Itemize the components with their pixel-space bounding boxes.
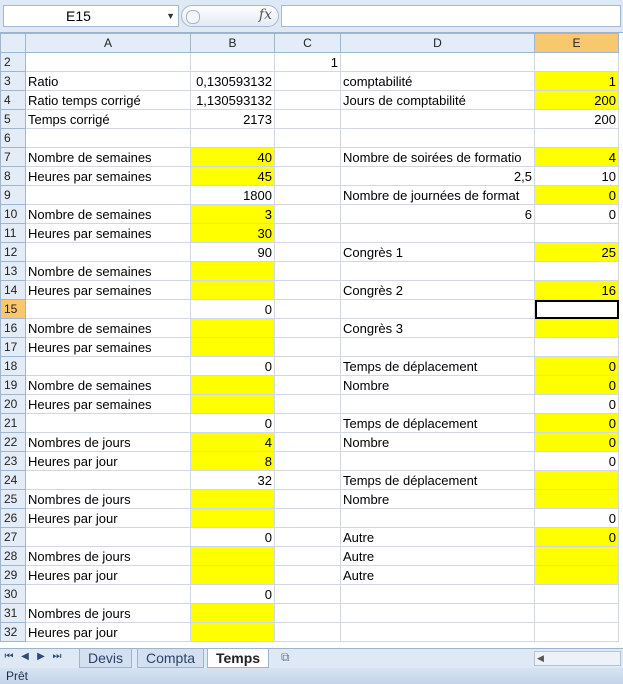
- row-header[interactable]: 5: [1, 110, 26, 129]
- cell-d13[interactable]: [341, 262, 535, 281]
- column-header-b[interactable]: B: [191, 34, 275, 53]
- cell-a5[interactable]: Temps corrigé: [26, 110, 191, 129]
- row-header[interactable]: 10: [1, 205, 26, 224]
- cell-e6[interactable]: [535, 129, 619, 148]
- table-row: [1, 205, 619, 224]
- cell-e24[interactable]: [535, 471, 619, 490]
- cell-b21[interactable]: 0: [191, 414, 275, 433]
- cell-c20[interactable]: [275, 395, 341, 414]
- cell-b32[interactable]: [191, 623, 275, 642]
- cell-c12[interactable]: [275, 243, 341, 262]
- cell-d9[interactable]: Nombre de journées de format: [341, 186, 535, 205]
- cell-a2[interactable]: [26, 53, 191, 72]
- cell-a29[interactable]: Heures par jour: [26, 566, 191, 585]
- row-header[interactable]: 2: [1, 53, 26, 72]
- last-sheet-icon[interactable]: ⏭: [52, 651, 62, 662]
- row-header[interactable]: 14: [1, 281, 26, 300]
- column-header-e[interactable]: E: [535, 34, 619, 53]
- cell-b30[interactable]: 0: [191, 585, 275, 604]
- status-text: Prêt: [6, 669, 29, 683]
- prev-sheet-icon[interactable]: ◀: [21, 651, 29, 662]
- cell-a21[interactable]: [26, 414, 191, 433]
- row-header[interactable]: 28: [1, 547, 26, 566]
- cell-e27[interactable]: 0: [535, 528, 619, 547]
- horizontal-scrollbar[interactable]: [534, 651, 621, 666]
- cell-d23[interactable]: [341, 452, 535, 471]
- row-header[interactable]: 26: [1, 509, 26, 528]
- cell-c23[interactable]: [275, 452, 341, 471]
- sheet-tab-bar: [0, 648, 623, 668]
- row-header[interactable]: 32: [1, 623, 26, 642]
- cell-e22[interactable]: 0: [535, 433, 619, 452]
- cell-e4[interactable]: 200: [535, 91, 619, 110]
- cell-b5[interactable]: 2173: [191, 110, 275, 129]
- row-header[interactable]: 30: [1, 585, 26, 604]
- cell-a11[interactable]: Heures par semaines: [26, 224, 191, 243]
- cell-c14[interactable]: [275, 281, 341, 300]
- cell-d17[interactable]: [341, 338, 535, 357]
- row-header[interactable]: 17: [1, 338, 26, 357]
- cell-d5[interactable]: [341, 110, 535, 129]
- row-header[interactable]: 8: [1, 167, 26, 186]
- row-header[interactable]: 23: [1, 452, 26, 471]
- cell-e18[interactable]: 0: [535, 357, 619, 376]
- cell-d2[interactable]: [341, 53, 535, 72]
- cell-b9[interactable]: 1800: [191, 186, 275, 205]
- cell-a25[interactable]: Nombres de jours: [26, 490, 191, 509]
- table-row: [1, 167, 619, 186]
- cell-e32[interactable]: [535, 623, 619, 642]
- table-row: [1, 433, 619, 452]
- cell-b10[interactable]: 3: [191, 205, 275, 224]
- cell-e2[interactable]: [535, 53, 619, 72]
- cell-c6[interactable]: [275, 129, 341, 148]
- column-header-d[interactable]: D: [341, 34, 535, 53]
- cell-d14[interactable]: Congrès 2: [341, 281, 535, 300]
- cell-d16[interactable]: Congrès 3: [341, 319, 535, 338]
- cell-d24[interactable]: Temps de déplacement: [341, 471, 535, 490]
- cell-b13[interactable]: [191, 262, 275, 281]
- status-bar: [0, 668, 623, 684]
- cell-d30[interactable]: [341, 585, 535, 604]
- row-header[interactable]: 27: [1, 528, 26, 547]
- cell-a16[interactable]: Nombre de semaines: [26, 319, 191, 338]
- cell-d26[interactable]: [341, 509, 535, 528]
- row-header[interactable]: 24: [1, 471, 26, 490]
- cell-a7[interactable]: Nombre de semaines: [26, 148, 191, 167]
- cell-c18[interactable]: [275, 357, 341, 376]
- cell-e21[interactable]: 0: [535, 414, 619, 433]
- cell-e30[interactable]: [535, 585, 619, 604]
- cell-c25[interactable]: [275, 490, 341, 509]
- cell-b27[interactable]: 0: [191, 528, 275, 547]
- formula-bar: [0, 0, 623, 33]
- cell-e31[interactable]: [535, 604, 619, 623]
- cell-a23[interactable]: Heures par jour: [26, 452, 191, 471]
- table-row: [1, 395, 619, 414]
- chevron-down-icon[interactable]: ▼: [166, 11, 175, 21]
- table-row: [1, 224, 619, 243]
- table-row: [1, 300, 619, 319]
- cell-b8[interactable]: 45: [191, 167, 275, 186]
- cell-d31[interactable]: [341, 604, 535, 623]
- cell-d19[interactable]: Nombre: [341, 376, 535, 395]
- row-header[interactable]: 20: [1, 395, 26, 414]
- row-header[interactable]: 22: [1, 433, 26, 452]
- cell-a24[interactable]: [26, 471, 191, 490]
- cell-b25[interactable]: [191, 490, 275, 509]
- row-header[interactable]: 25: [1, 490, 26, 509]
- table-row: [1, 186, 619, 205]
- table-row: [1, 262, 619, 281]
- table-row: [1, 490, 619, 509]
- column-header-a[interactable]: A: [26, 34, 191, 53]
- cell-b14[interactable]: [191, 281, 275, 300]
- cell-c10[interactable]: [275, 205, 341, 224]
- cell-e26[interactable]: 0: [535, 509, 619, 528]
- cell-d7[interactable]: Nombre de soirées de formatio: [341, 148, 535, 167]
- row-header[interactable]: 18: [1, 357, 26, 376]
- table-row: [1, 281, 619, 300]
- cell-e16[interactable]: [535, 319, 619, 338]
- cell-c27[interactable]: [275, 528, 341, 547]
- row-header[interactable]: 9: [1, 186, 26, 205]
- row-header[interactable]: 7: [1, 148, 26, 167]
- cell-d12[interactable]: Congrès 1: [341, 243, 535, 262]
- cell-e5[interactable]: 200: [535, 110, 619, 129]
- cell-a3[interactable]: Ratio: [26, 72, 191, 91]
- table-row: [1, 376, 619, 395]
- row-header[interactable]: 13: [1, 262, 26, 281]
- table-row: [1, 53, 619, 72]
- scroll-left-icon[interactable]: ◀: [537, 653, 544, 663]
- cell-b11[interactable]: 30: [191, 224, 275, 243]
- insert-function-icon[interactable]: fx: [258, 7, 272, 23]
- sheet-tab-compta[interactable]: Compta: [137, 649, 204, 668]
- cell-b3[interactable]: 0,130593132: [191, 72, 275, 91]
- cell-e8[interactable]: 10: [535, 167, 619, 186]
- cell-b17[interactable]: [191, 338, 275, 357]
- cell-a22[interactable]: Nombres de jours: [26, 433, 191, 452]
- cell-c29[interactable]: [275, 566, 341, 585]
- cell-a27[interactable]: [26, 528, 191, 547]
- cell-c24[interactable]: [275, 471, 341, 490]
- table-row: [1, 566, 619, 585]
- name-box[interactable]: [3, 5, 179, 27]
- formula-expand-handle[interactable]: [186, 10, 200, 24]
- cell-c8[interactable]: [275, 167, 341, 186]
- cell-a31[interactable]: Nombres de jours: [26, 604, 191, 623]
- cell-b22[interactable]: 4: [191, 433, 275, 452]
- sheet-tab-temps[interactable]: Temps: [207, 649, 269, 668]
- cell-d21[interactable]: Temps de déplacement: [341, 414, 535, 433]
- cell-a10[interactable]: Nombre de semaines: [26, 205, 191, 224]
- cell-a17[interactable]: Heures par semaines: [26, 338, 191, 357]
- cell-a26[interactable]: Heures par jour: [26, 509, 191, 528]
- cell-b31[interactable]: [191, 604, 275, 623]
- cell-e15[interactable]: [535, 300, 619, 319]
- cell-d22[interactable]: Nombre: [341, 433, 535, 452]
- cell-b20[interactable]: [191, 395, 275, 414]
- table-row: [1, 604, 619, 623]
- table-row: [1, 72, 619, 91]
- cell-c5[interactable]: [275, 110, 341, 129]
- cell-b7[interactable]: 40: [191, 148, 275, 167]
- cell-e7[interactable]: 4: [535, 148, 619, 167]
- cell-d20[interactable]: [341, 395, 535, 414]
- cell-b23[interactable]: 8: [191, 452, 275, 471]
- table-row: [1, 509, 619, 528]
- row-header[interactable]: 29: [1, 566, 26, 585]
- cell-b16[interactable]: [191, 319, 275, 338]
- cell-e13[interactable]: [535, 262, 619, 281]
- cell-b12[interactable]: 90: [191, 243, 275, 262]
- cell-e17[interactable]: [535, 338, 619, 357]
- cell-e14[interactable]: 16: [535, 281, 619, 300]
- row-header[interactable]: 21: [1, 414, 26, 433]
- row-header[interactable]: 31: [1, 604, 26, 623]
- row-header[interactable]: 6: [1, 129, 26, 148]
- cell-e19[interactable]: 0: [535, 376, 619, 395]
- cell-d27[interactable]: Autre: [341, 528, 535, 547]
- sheet-tab-devis[interactable]: Devis: [79, 649, 132, 668]
- cell-a9[interactable]: [26, 186, 191, 205]
- table-row: [1, 414, 619, 433]
- table-row: [1, 319, 619, 338]
- cell-d10[interactable]: 6: [341, 205, 535, 224]
- formula-input[interactable]: [281, 5, 621, 27]
- cell-c31[interactable]: [275, 604, 341, 623]
- cell-c3[interactable]: [275, 72, 341, 91]
- row-header[interactable]: 3: [1, 72, 26, 91]
- cell-a8[interactable]: Heures par semaines: [26, 167, 191, 186]
- table-row: [1, 148, 619, 167]
- cell-a30[interactable]: [26, 585, 191, 604]
- cell-d8[interactable]: 2,5: [341, 167, 535, 186]
- cell-a18[interactable]: [26, 357, 191, 376]
- table-row: [1, 243, 619, 262]
- cell-c15[interactable]: [275, 300, 341, 319]
- cell-c28[interactable]: [275, 547, 341, 566]
- cell-d15[interactable]: [341, 300, 535, 319]
- row-header[interactable]: 12: [1, 243, 26, 262]
- cell-b28[interactable]: [191, 547, 275, 566]
- cell-d6[interactable]: [341, 129, 535, 148]
- table-row: [1, 452, 619, 471]
- cell-b24[interactable]: 32: [191, 471, 275, 490]
- cell-c13[interactable]: [275, 262, 341, 281]
- cell-a6[interactable]: [26, 129, 191, 148]
- cell-e20[interactable]: 0: [535, 395, 619, 414]
- cell-d29[interactable]: Autre: [341, 566, 535, 585]
- cell-d32[interactable]: [341, 623, 535, 642]
- table-row: [1, 129, 619, 148]
- cell-b4[interactable]: 1,130593132: [191, 91, 275, 110]
- cell-c11[interactable]: [275, 224, 341, 243]
- formula-controls: [181, 5, 279, 27]
- cell-e28[interactable]: [535, 547, 619, 566]
- cell-a14[interactable]: Heures par semaines: [26, 281, 191, 300]
- cell-a13[interactable]: Nombre de semaines: [26, 262, 191, 281]
- name-box-value: E15: [66, 8, 91, 24]
- cell-e11[interactable]: [535, 224, 619, 243]
- table-row: [1, 357, 619, 376]
- cell-b26[interactable]: [191, 509, 275, 528]
- row-header[interactable]: 15: [1, 300, 26, 319]
- table-row: [1, 585, 619, 604]
- column-header-row: [1, 34, 619, 53]
- next-sheet-icon[interactable]: ▶: [37, 651, 45, 662]
- cell-e12[interactable]: 25: [535, 243, 619, 262]
- cell-e9[interactable]: 0: [535, 186, 619, 205]
- cell-e29[interactable]: [535, 566, 619, 585]
- cell-c26[interactable]: [275, 509, 341, 528]
- cell-e10[interactable]: 0: [535, 205, 619, 224]
- cell-d4[interactable]: Jours de comptabilité: [341, 91, 535, 110]
- cell-a4[interactable]: Ratio temps corrigé: [26, 91, 191, 110]
- cell-c22[interactable]: [275, 433, 341, 452]
- cell-a28[interactable]: Nombres de jours: [26, 547, 191, 566]
- cell-c16[interactable]: [275, 319, 341, 338]
- row-header[interactable]: 4: [1, 91, 26, 110]
- cell-a19[interactable]: Nombre de semaines: [26, 376, 191, 395]
- cell-c30[interactable]: [275, 585, 341, 604]
- cell-d28[interactable]: Autre: [341, 547, 535, 566]
- cell-e3[interactable]: 1: [535, 72, 619, 91]
- table-row: [1, 471, 619, 490]
- table-row: [1, 623, 619, 642]
- table-row: [1, 528, 619, 547]
- cell-a15[interactable]: [26, 300, 191, 319]
- cell-b2[interactable]: [191, 53, 275, 72]
- first-sheet-icon[interactable]: ⏮: [4, 651, 14, 662]
- cell-a20[interactable]: Heures par semaines: [26, 395, 191, 414]
- row-header[interactable]: 19: [1, 376, 26, 395]
- table-row: [1, 547, 619, 566]
- column-header-c[interactable]: C: [275, 34, 341, 53]
- cell-c2[interactable]: 1: [275, 53, 341, 72]
- cell-c19[interactable]: [275, 376, 341, 395]
- sheet-table: [0, 33, 619, 642]
- cell-b19[interactable]: [191, 376, 275, 395]
- cell-b18[interactable]: 0: [191, 357, 275, 376]
- cell-a12[interactable]: [26, 243, 191, 262]
- cell-e25[interactable]: [535, 490, 619, 509]
- cell-c7[interactable]: [275, 148, 341, 167]
- cell-c17[interactable]: [275, 338, 341, 357]
- cell-c9[interactable]: [275, 186, 341, 205]
- cell-b6[interactable]: [191, 129, 275, 148]
- cell-b29[interactable]: [191, 566, 275, 585]
- cell-d25[interactable]: Nombre: [341, 490, 535, 509]
- cell-e23[interactable]: 0: [535, 452, 619, 471]
- select-all-corner[interactable]: [1, 34, 26, 53]
- cell-d11[interactable]: [341, 224, 535, 243]
- cell-d3[interactable]: comptabilité: [341, 72, 535, 91]
- cell-b15[interactable]: 0: [191, 300, 275, 319]
- cell-c21[interactable]: [275, 414, 341, 433]
- spreadsheet-grid: [0, 33, 623, 648]
- row-header[interactable]: 16: [1, 319, 26, 338]
- cell-a32[interactable]: Heures par jour: [26, 623, 191, 642]
- table-row: [1, 338, 619, 357]
- insert-sheet-icon[interactable]: ⧉: [281, 650, 290, 664]
- table-row: [1, 110, 619, 129]
- cell-c32[interactable]: [275, 623, 341, 642]
- row-header[interactable]: 11: [1, 224, 26, 243]
- table-row: [1, 91, 619, 110]
- cell-c4[interactable]: [275, 91, 341, 110]
- cell-d18[interactable]: Temps de déplacement: [341, 357, 535, 376]
